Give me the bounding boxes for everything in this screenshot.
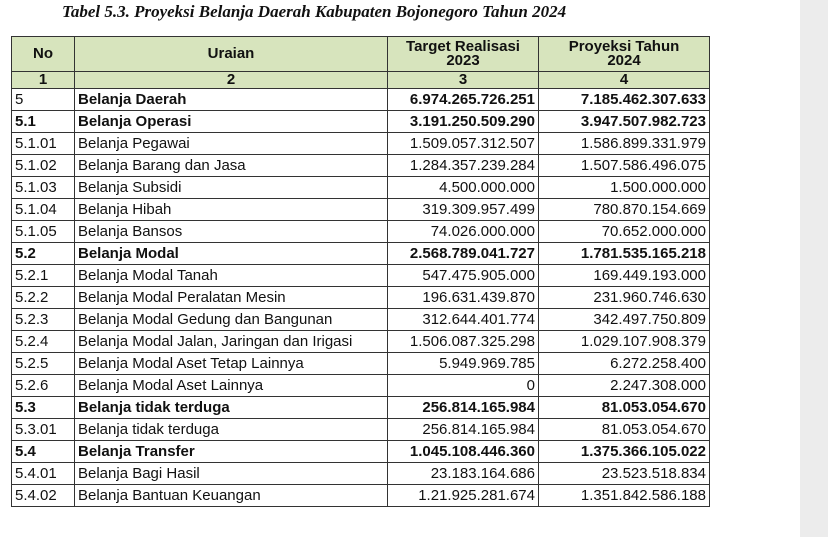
row-uraian: Belanja Subsidi [75,177,388,199]
row-code: 5.1.01 [12,133,75,155]
row-proyeksi-2024: 2.247.308.000 [539,375,710,397]
row-target-2023: 23.183.164.686 [388,463,539,485]
header-no: No [12,37,75,72]
header-uraian: Uraian [75,37,388,72]
row-uraian: Belanja Bagi Hasil [75,463,388,485]
table-row [12,397,710,419]
table-row [12,287,710,309]
table-row [12,199,710,221]
row-code: 5.2.5 [12,353,75,375]
header-proyeksi-line2: 2024 [607,52,641,69]
table-row [12,133,710,155]
row-proyeksi-2024: 23.523.518.834 [539,463,710,485]
row-uraian: Belanja Hibah [75,199,388,221]
row-target-2023: 1.509.057.312.507 [388,133,539,155]
table-row [12,331,710,353]
row-code: 5.2.4 [12,331,75,353]
row-target-2023: 1.045.108.446.360 [388,441,539,463]
column-number: 2 [75,72,388,89]
row-target-2023: 4.500.000.000 [388,177,539,199]
row-uraian: Belanja Operasi [75,111,388,133]
row-uraian: Belanja Modal Aset Lainnya [75,375,388,397]
row-uraian: Belanja Modal Tanah [75,265,388,287]
table-row [12,221,710,243]
row-uraian: Belanja Modal Gedung dan Bangunan [75,309,388,331]
row-code: 5.2.6 [12,375,75,397]
row-code: 5.1.05 [12,221,75,243]
column-number: 3 [388,72,539,89]
header-target-line1: Target Realisasi [406,38,520,55]
table-row [12,155,710,177]
page-edge-margin [800,0,828,537]
row-uraian: Belanja tidak terduga [75,419,388,441]
header-proyeksi-tahun [539,37,710,72]
row-target-2023: 547.475.905.000 [388,265,539,287]
table-row [12,353,710,375]
column-number: 4 [539,72,710,89]
row-code: 5.3.01 [12,419,75,441]
row-proyeksi-2024: 3.947.507.982.723 [539,111,710,133]
row-code: 5.4.02 [12,485,75,507]
row-code: 5.2.2 [12,287,75,309]
row-target-2023: 256.814.165.984 [388,397,539,419]
row-proyeksi-2024: 1.507.586.496.075 [539,155,710,177]
table-header [12,37,710,89]
row-code: 5 [12,89,75,111]
row-code: 5.4 [12,441,75,463]
row-proyeksi-2024: 1.029.107.908.379 [539,331,710,353]
row-code: 5.1 [12,111,75,133]
row-target-2023: 1.284.357.239.284 [388,155,539,177]
table-row [12,243,710,265]
header-target-realisasi [388,37,539,72]
row-uraian: Belanja Transfer [75,441,388,463]
row-proyeksi-2024: 342.497.750.809 [539,309,710,331]
row-target-2023: 319.309.957.499 [388,199,539,221]
row-target-2023: 1.21.925.281.674 [388,485,539,507]
row-uraian: Belanja Modal Jalan, Jaringan dan Irigasi [75,331,388,353]
table-row [12,309,710,331]
row-code: 5.2.3 [12,309,75,331]
row-proyeksi-2024: 1.586.899.331.979 [539,133,710,155]
row-target-2023: 312.644.401.774 [388,309,539,331]
row-proyeksi-2024: 780.870.154.669 [539,199,710,221]
row-proyeksi-2024: 70.652.000.000 [539,221,710,243]
row-code: 5.4.01 [12,463,75,485]
row-proyeksi-2024: 1.500.000.000 [539,177,710,199]
row-proyeksi-2024: 81.053.054.670 [539,419,710,441]
row-uraian: Belanja Modal Peralatan Mesin [75,287,388,309]
row-target-2023: 74.026.000.000 [388,221,539,243]
row-target-2023: 256.814.165.984 [388,419,539,441]
row-target-2023: 6.974.265.726.251 [388,89,539,111]
row-proyeksi-2024: 6.272.258.400 [539,353,710,375]
budget-projection-table [11,36,710,507]
table-row [12,419,710,441]
row-proyeksi-2024: 1.375.366.105.022 [539,441,710,463]
table-row [12,375,710,397]
row-uraian: Belanja Barang dan Jasa [75,155,388,177]
row-target-2023: 5.949.969.785 [388,353,539,375]
row-target-2023: 3.191.250.509.290 [388,111,539,133]
column-number-row [12,72,710,89]
row-uraian: Belanja Modal Aset Tetap Lainnya [75,353,388,375]
row-proyeksi-2024: 1.781.535.165.218 [539,243,710,265]
table-row [12,89,710,111]
header-proyeksi-line1: Proyeksi Tahun [568,38,680,55]
row-code: 5.1.02 [12,155,75,177]
row-proyeksi-2024: 1.351.842.586.188 [539,485,710,507]
table-row [12,441,710,463]
row-proyeksi-2024: 169.449.193.000 [539,265,710,287]
column-number: 1 [12,72,75,89]
row-uraian: Belanja Pegawai [75,133,388,155]
row-uraian: Belanja Modal [75,243,388,265]
row-proyeksi-2024: 231.960.746.630 [539,287,710,309]
row-target-2023: 0 [388,375,539,397]
row-code: 5.1.04 [12,199,75,221]
row-target-2023: 196.631.439.870 [388,287,539,309]
row-target-2023: 1.506.087.325.298 [388,331,539,353]
row-target-2023: 2.568.789.041.727 [388,243,539,265]
row-proyeksi-2024: 7.185.462.307.633 [539,89,710,111]
table-row [12,111,710,133]
row-uraian: Belanja Daerah [75,89,388,111]
row-code: 5.2 [12,243,75,265]
row-uraian: Belanja Bansos [75,221,388,243]
table-caption: Tabel 5.3. Proyeksi Belanja Daerah Kabupaten Bojonegoro Tahun 2024 [62,2,567,21]
table-body [12,89,710,507]
header-target-line2: 2023 [446,52,480,69]
row-code: 5.1.03 [12,177,75,199]
table-row [12,463,710,485]
row-code: 5.2.1 [12,265,75,287]
table-row [12,265,710,287]
row-uraian: Belanja tidak terduga [75,397,388,419]
row-proyeksi-2024: 81.053.054.670 [539,397,710,419]
table-row [12,485,710,507]
table-row [12,177,710,199]
row-code: 5.3 [12,397,75,419]
header-row [12,37,710,72]
row-uraian: Belanja Bantuan Keuangan [75,485,388,507]
